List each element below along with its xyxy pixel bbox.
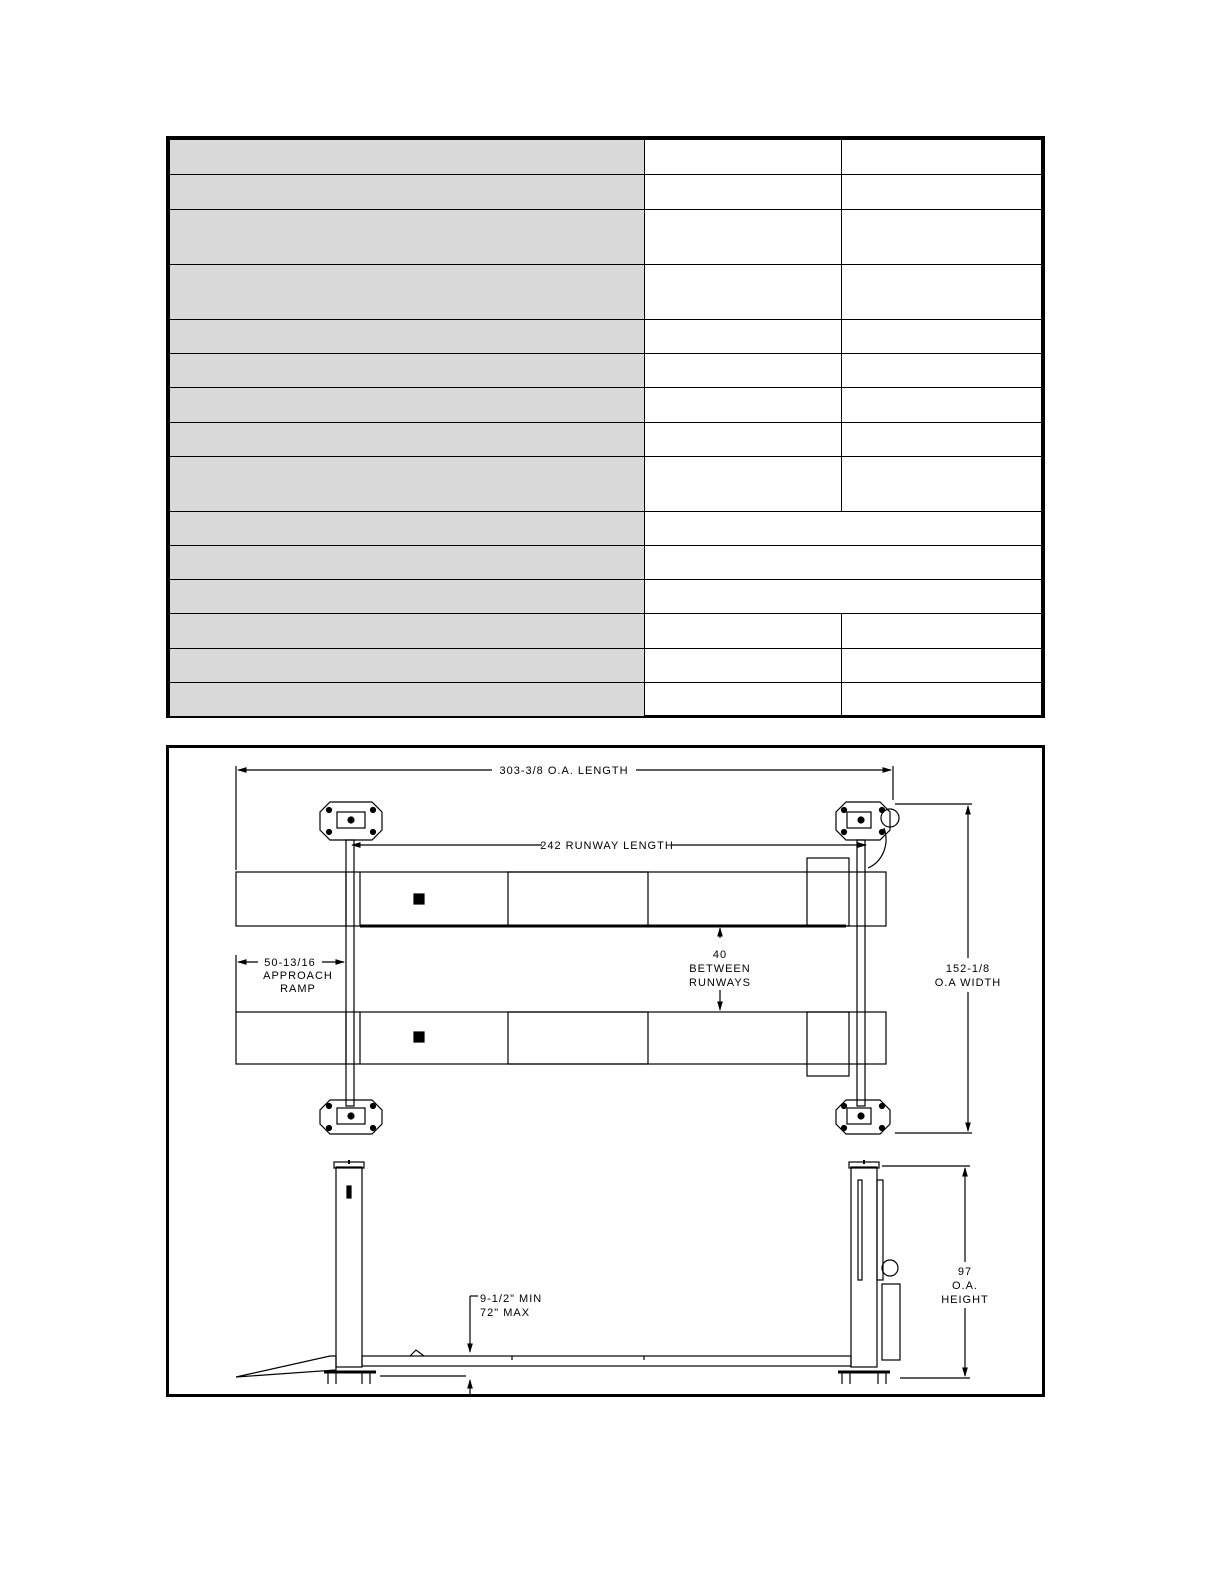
oa-height-label-1: O.A. <box>951 1280 979 1292</box>
between-runways-value: 40 <box>712 949 728 961</box>
elevation-view <box>236 1160 989 1396</box>
power-unit-housing <box>807 1012 849 1076</box>
column-baseplate <box>320 1100 382 1134</box>
power-unit-housing <box>807 858 849 926</box>
approach-ramp-label-1: APPROACH <box>263 970 333 982</box>
between-runways-label-1: BETWEEN <box>689 963 751 975</box>
rise-min-label: 9-1/2" MIN <box>480 1293 543 1305</box>
left-column <box>324 1160 376 1384</box>
oa-height-value: 97 <box>957 1266 973 1278</box>
power-unit-tank <box>882 1284 900 1360</box>
right-crossbeam <box>857 840 865 1106</box>
oa-length-label: 303-3/8 O.A. LENGTH <box>499 765 629 777</box>
column-baseplate <box>320 802 382 840</box>
jack-tray <box>508 1012 648 1064</box>
oa-height-label-2: HEIGHT <box>941 1294 989 1306</box>
runway-upper <box>236 858 886 926</box>
approach-ramp <box>236 1356 336 1377</box>
oa-width-label: O.A WIDTH <box>934 977 1002 989</box>
right-column <box>838 1160 900 1384</box>
slip-plate <box>414 1032 424 1042</box>
oa-width-value: 152-1/8 <box>945 963 991 975</box>
approach-ramp-label-2: RAMP <box>280 983 316 995</box>
rise-max-label: 72" MAX <box>480 1307 531 1319</box>
approach-ramp-value: 50-13/16 <box>264 957 316 969</box>
left-crossbeam <box>346 840 354 1106</box>
jack-tray <box>508 872 648 926</box>
slip-plate <box>414 894 424 904</box>
between-runways-label-2: RUNWAYS <box>689 977 751 989</box>
column-baseplate <box>836 1100 890 1134</box>
runway-lower <box>236 1012 886 1076</box>
plan-view <box>236 765 1001 1134</box>
runway-length-label: 242 RUNWAY LENGTH <box>540 840 674 852</box>
power-unit-motor <box>882 1260 898 1276</box>
lift-drawing-frame <box>166 745 1045 1397</box>
